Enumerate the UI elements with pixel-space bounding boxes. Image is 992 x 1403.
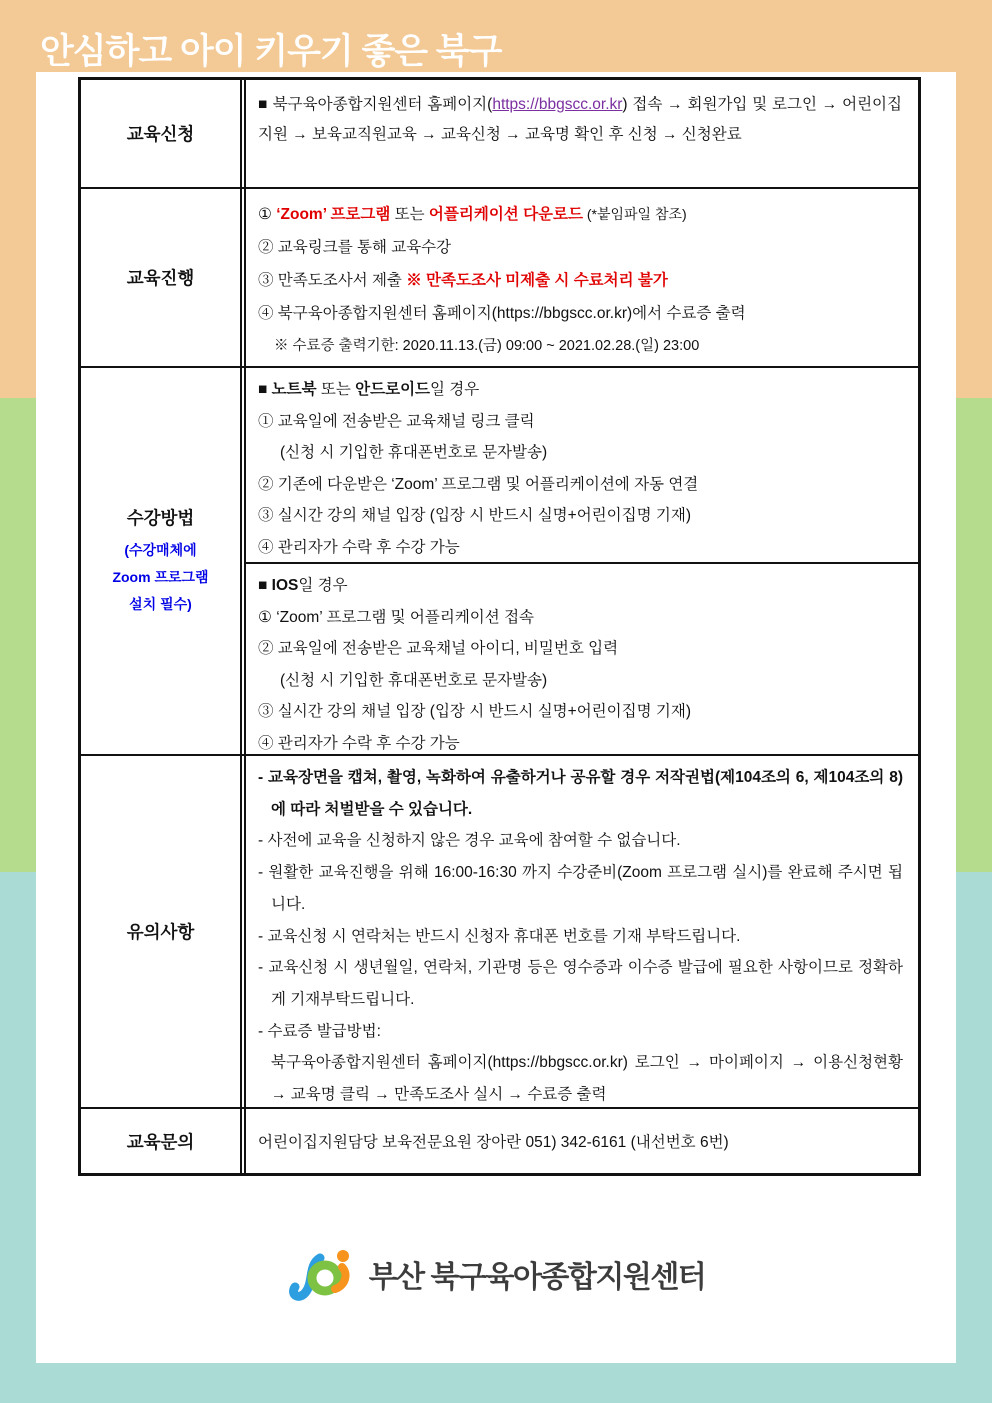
education-info-table (78, 77, 921, 1176)
method-b-step-2-sub: (신청 시 기입한 휴대폰번호로 문자발송) (280, 671, 548, 689)
method-note-line2: Zoom 프로그램 (112, 568, 209, 585)
notice-item-no-preapply: - 사전에 교육을 신청하지 않은 경우 교육에 참여할 수 없습니다. (258, 832, 681, 850)
method-note-line3: 설치 필수) (129, 595, 192, 612)
step1-number: ① (258, 206, 277, 223)
method-a-step-4: ④ 관리자가 수락 후 수강 가능 (258, 538, 460, 556)
row-label-contact: 교육문의 (126, 1131, 195, 1152)
row-contact (81, 1107, 918, 1173)
method-b-step-2: ② 교육일에 전송받은 교육채널 아이디, 비밀번호 입력 (258, 640, 619, 657)
right-band-orange (956, 72, 992, 398)
ios-bold: IOS (271, 577, 299, 594)
left-band-green (0, 398, 36, 872)
survey-warning-highlight: ※ 만족도조사 미제출 시 수료처리 불가 (406, 272, 668, 289)
center-logo-icon (287, 1245, 359, 1303)
square-bullet-icon: ■ (258, 381, 272, 398)
footer-logo (36, 1238, 956, 1310)
attachment-ref: (*붙임파일 참조) (582, 206, 687, 222)
contact-info-text: 어린이집지원담당 보육전문요원 장아란 051) 342-6161 (내선번호 6번) (258, 1134, 729, 1151)
row-content-apply (240, 80, 918, 187)
square-bullet-icon: ■ (258, 577, 272, 594)
method-a-case: 일 경우 (430, 381, 480, 398)
method-a-step-3: ③ 실시간 강의 채널 입장 (입장 시 반드시 실명+어린이집명 기재) (258, 507, 691, 524)
step3-text: ③ 만족도조사서 제출 (258, 272, 407, 289)
method-b-step-3: ③ 실시간 강의 채널 입장 (입장 시 반드시 실명+어린이집명 기재) (258, 703, 691, 720)
progress-step-3 (246, 264, 918, 297)
row-content-method (240, 368, 918, 754)
progress-step-1 (246, 198, 918, 231)
row-notice (81, 754, 918, 1107)
method-notebook-android-section (246, 368, 918, 562)
method-note-line1: (수강매체에 (124, 541, 197, 558)
row-content-progress (240, 189, 918, 366)
step1-or: 또는 (390, 206, 429, 223)
notice-item-preparation: - 원활한 교육진행을 위해 16:00-16:30 까지 수강준비(Zoom 프로그램 실시)를 완료해 주시면 됩니다. (258, 864, 903, 913)
progress-step-2: ② 교육링크를 통해 교육수강 (258, 239, 452, 256)
method-label-title: 수강방법 (126, 507, 195, 528)
notice-item-certificate-steps: 북구육아종합지원센터 홈페이지(https://bbgscc.or.kr) 로그인 → 마이페이지 → 이용신청현황 → 교육명 클릭 → 만족도조사 실시 → 수료증 출력 (271, 1054, 903, 1104)
apply-steps-post: ) 접속 → 회원가입 및 로그인 → 어린이집지원 → 보육교직원교육 → 교육신청 → 교육명 확인 후 신청 → 신청완료 (258, 96, 902, 143)
method-b-step-1: ① ‘Zoom’ 프로그램 및 어플리케이션 접속 (258, 608, 535, 626)
row-content-contact (240, 1109, 918, 1173)
left-band-teal (0, 872, 36, 1403)
row-attendance-method (81, 366, 918, 754)
row-content-notice (240, 756, 918, 1107)
method-a-step-2: ② 기존에 다운받은 ‘Zoom’ 프로그램 및 어플리케이션에 자동 연결 (258, 475, 699, 493)
left-band-orange (0, 72, 36, 398)
notice-item-phone-number: - 교육신청 시 연락처는 반드시 신청자 휴대폰 번호를 기재 부탁드립니다. (258, 927, 741, 945)
row-label-apply: 교육신청 (126, 124, 195, 144)
method-ios-section (246, 562, 918, 754)
certificate-print-deadline: ※ 수료증 출력기한: 2020.11.13.(금) 09:00 ~ 2021.02.28.(일) 23:00 (274, 338, 700, 354)
method-b-heading (258, 570, 904, 602)
row-label-progress: 교육진행 (126, 268, 195, 288)
method-b-step-4: ④ 관리자가 수락 후 수강 가능 (258, 734, 460, 752)
bottom-teal-band (0, 1363, 992, 1403)
method-label-note (112, 537, 208, 618)
row-label-method (81, 368, 240, 754)
notice-item-accurate-info: - 교육신청 시 생년월일, 연락처, 기관명 등은 영수증과 이수증 발급에 필요한 사항이므로 정확하게 기재부탁드립니다. (258, 959, 903, 1008)
android-bold: 안드로이드 (355, 381, 431, 398)
method-a-step-1: ① 교육일에 전송받은 교육채널 링크 클릭 (258, 412, 535, 430)
progress-step-4: ④ 북구육아종합지원센터 홈페이지(https://bbgscc.or.kr)에서 수료증 출력 (258, 305, 746, 322)
app-download-highlight: 어플리케이션 다운로드 (428, 206, 583, 223)
footer-brand-text: 부산 북구육아종합지원센터 (368, 1261, 706, 1294)
apply-steps-paragraph (246, 80, 918, 150)
notebook-bold: 노트북 (271, 381, 317, 398)
apply-steps-pre: ■ 북구육아종합지원센터 홈페이지( (258, 96, 493, 113)
homepage-link[interactable]: https://bbgscc.or.kr (492, 96, 623, 113)
row-label-notice: 유의사항 (126, 922, 195, 942)
right-band-teal (956, 872, 992, 1403)
row-education-apply (81, 80, 918, 187)
method-a-or: 또는 (316, 381, 356, 398)
method-a-heading (258, 374, 904, 406)
page-title: 안심하고 아이 키우기 좋은 북구 (40, 32, 502, 71)
row-education-progress (81, 187, 918, 366)
zoom-program-highlight: ‘Zoom’ 프로그램 (276, 206, 391, 223)
method-a-step-1-sub: (신청 시 기입한 휴대폰번호로 문자발송) (280, 444, 548, 461)
right-band-green (956, 398, 992, 872)
notice-item-certificate-title: - 수료증 발급방법: (258, 1022, 381, 1040)
notice-item-copyright: - 교육장면을 캡쳐, 촬영, 녹화하여 유출하거나 공유할 경우 저작권법(제104조의 6, 제104조의 8)에 따라 처벌받을 수 있습니다. (258, 769, 903, 818)
method-b-case: 일 경우 (298, 577, 348, 594)
